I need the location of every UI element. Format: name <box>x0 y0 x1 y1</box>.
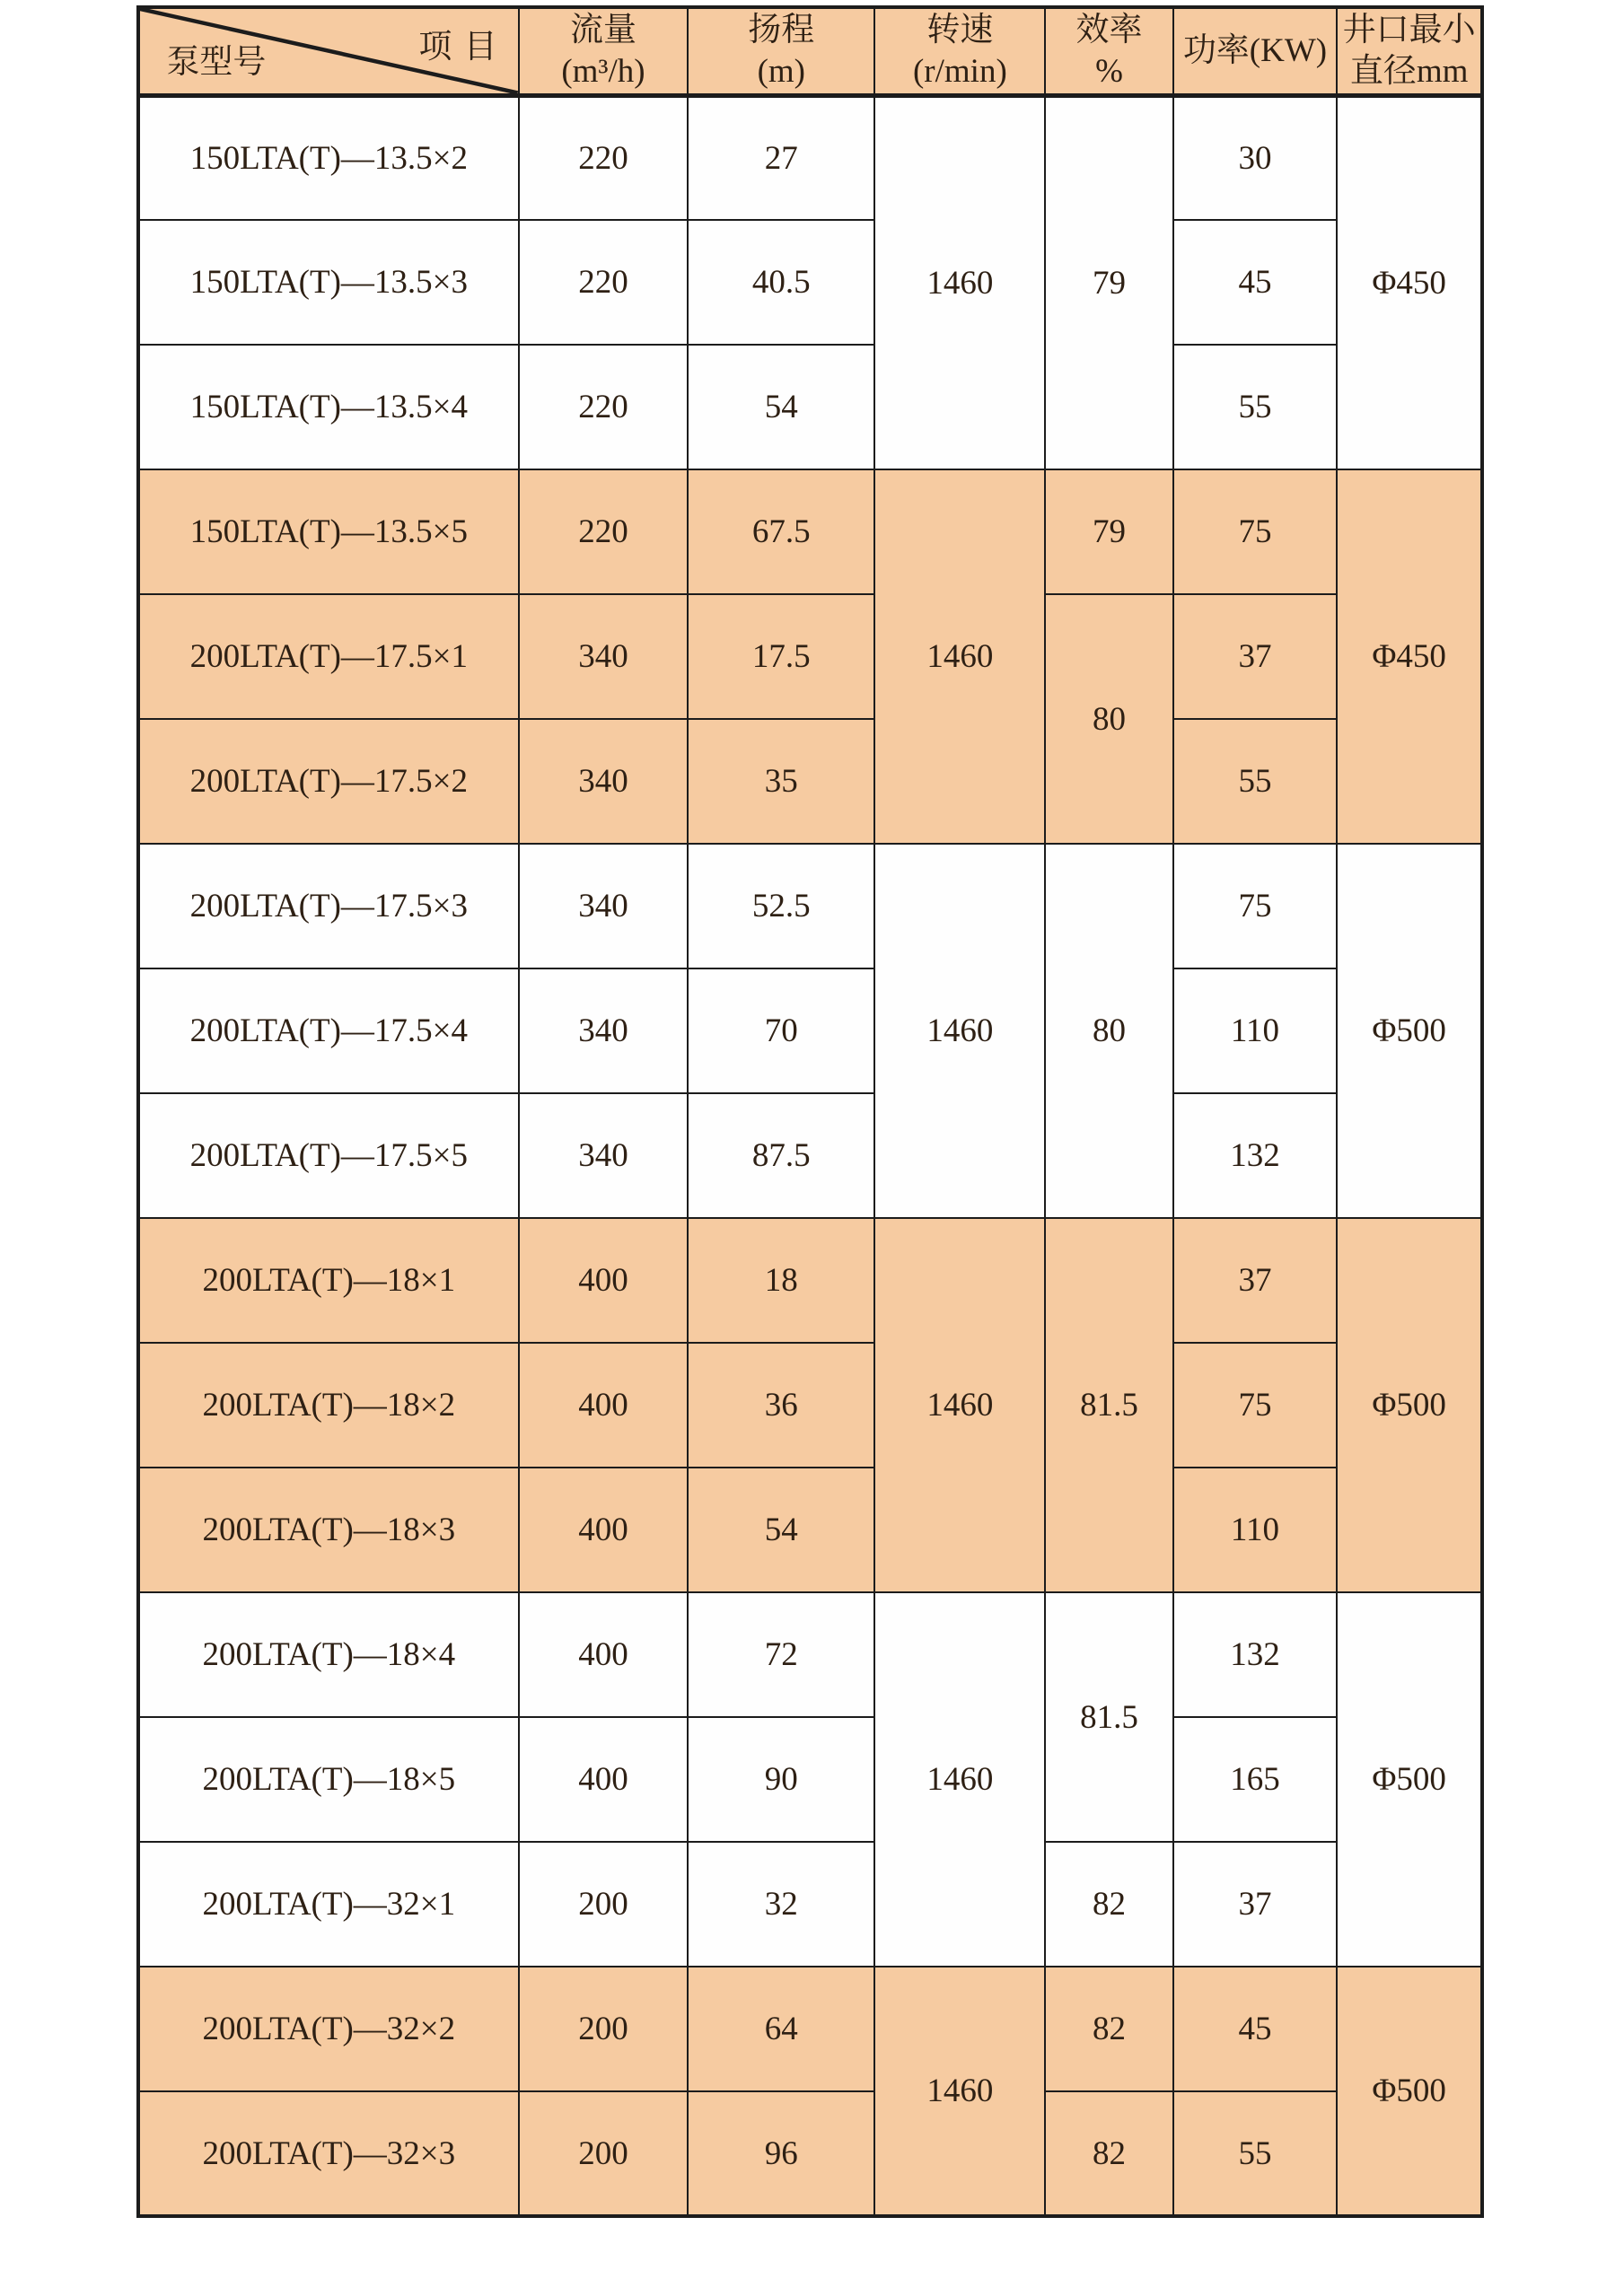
table-row <box>138 345 1482 469</box>
table-row <box>138 1093 1482 1218</box>
table-row <box>138 1717 1482 1842</box>
cell-well-diameter: Φ500 <box>1337 1218 1482 1592</box>
cell-flow: 340 <box>519 719 689 844</box>
cell-flow: 220 <box>519 220 689 345</box>
cell-head: 32 <box>688 1842 874 1967</box>
table-row <box>138 1218 1482 1343</box>
table-row <box>138 220 1482 345</box>
cell-model: 200LTA(T)—17.5×2 <box>138 719 519 844</box>
table-row <box>138 1592 1482 1717</box>
cell-head: 36 <box>688 1343 874 1468</box>
cell-head: 54 <box>688 345 874 469</box>
cell-efficiency: 79 <box>1045 469 1172 594</box>
col-header-speed-unit: (r/min) <box>912 52 1007 90</box>
col-header-well-unit: 直径mm <box>1349 52 1469 90</box>
corner-bottom-label: 泵型号 <box>166 44 267 82</box>
col-header-speed <box>874 7 1045 95</box>
cell-efficiency: 81.5 <box>1045 1218 1172 1592</box>
table-row <box>138 1967 1482 2091</box>
col-header-efficiency <box>1045 7 1172 95</box>
cell-model: 200LTA(T)—17.5×5 <box>138 1093 519 1218</box>
cell-speed: 1460 <box>874 469 1045 844</box>
cell-head: 96 <box>688 2091 874 2216</box>
cell-model: 150LTA(T)—13.5×3 <box>138 220 519 345</box>
cell-head: 40.5 <box>688 220 874 345</box>
cell-power: 55 <box>1173 719 1338 844</box>
cell-model: 200LTA(T)—18×4 <box>138 1592 519 1717</box>
cell-power: 165 <box>1173 1717 1338 1842</box>
cell-power: 75 <box>1173 469 1338 594</box>
cell-speed: 1460 <box>874 1967 1045 2216</box>
cell-head: 64 <box>688 1967 874 2091</box>
cell-flow: 220 <box>519 469 689 594</box>
cell-efficiency: 80 <box>1045 594 1172 844</box>
cell-power: 37 <box>1173 594 1338 719</box>
cell-model: 150LTA(T)—13.5×5 <box>138 469 519 594</box>
cell-model: 200LTA(T)—32×2 <box>138 1967 519 2091</box>
cell-flow: 340 <box>519 1093 689 1218</box>
cell-well-diameter: Φ450 <box>1337 95 1482 469</box>
cell-flow: 340 <box>519 594 689 719</box>
cell-flow: 400 <box>519 1592 689 1717</box>
cell-flow: 340 <box>519 844 689 968</box>
table-row <box>138 968 1482 1093</box>
cell-model: 200LTA(T)—17.5×3 <box>138 844 519 968</box>
cell-efficiency: 81.5 <box>1045 1592 1172 1842</box>
cell-power: 45 <box>1173 220 1338 345</box>
cell-speed: 1460 <box>874 1592 1045 1967</box>
cell-model: 200LTA(T)—18×2 <box>138 1343 519 1468</box>
table-row <box>138 1842 1482 1967</box>
cell-flow: 400 <box>519 1468 689 1592</box>
col-header-well-label: 井口最小 <box>1342 11 1476 48</box>
table-row <box>138 95 1482 220</box>
cell-model: 150LTA(T)—13.5×2 <box>138 95 519 220</box>
table-row <box>138 719 1482 844</box>
col-header-power-label: 功率(KW) <box>1182 31 1328 69</box>
cell-power: 132 <box>1173 1592 1338 1717</box>
cell-well-diameter: Φ500 <box>1337 1592 1482 1967</box>
cell-power: 75 <box>1173 1343 1338 1468</box>
col-header-well-diameter <box>1337 7 1482 95</box>
cell-flow: 200 <box>519 2091 689 2216</box>
cell-head: 90 <box>688 1717 874 1842</box>
table-row <box>138 2091 1482 2216</box>
table-row <box>138 844 1482 968</box>
cell-efficiency: 82 <box>1045 1967 1172 2091</box>
cell-flow: 200 <box>519 1842 689 1967</box>
cell-model: 200LTA(T)—18×3 <box>138 1468 519 1592</box>
cell-power: 37 <box>1173 1842 1338 1967</box>
cell-well-diameter: Φ450 <box>1337 469 1482 844</box>
cell-power: 110 <box>1173 968 1338 1093</box>
cell-head: 67.5 <box>688 469 874 594</box>
cell-head: 35 <box>688 719 874 844</box>
cell-model: 200LTA(T)—32×3 <box>138 2091 519 2216</box>
cell-power: 55 <box>1173 345 1338 469</box>
cell-power: 37 <box>1173 1218 1338 1343</box>
cell-power: 110 <box>1173 1468 1338 1592</box>
col-header-head-unit: (m) <box>757 52 806 90</box>
cell-head: 72 <box>688 1592 874 1717</box>
cell-flow: 220 <box>519 345 689 469</box>
cell-head: 70 <box>688 968 874 1093</box>
col-header-flow <box>519 7 689 95</box>
cell-power: 45 <box>1173 1967 1338 2091</box>
col-header-power <box>1173 7 1338 95</box>
col-header-speed-label: 转速 <box>926 11 994 48</box>
cell-flow: 400 <box>519 1717 689 1842</box>
cell-flow: 400 <box>519 1343 689 1468</box>
col-header-flow-label: 流量 <box>569 11 636 48</box>
cell-head: 52.5 <box>688 844 874 968</box>
cell-speed: 1460 <box>874 95 1045 469</box>
cell-model: 150LTA(T)—13.5×4 <box>138 345 519 469</box>
pump-spec-table <box>136 5 1484 2218</box>
cell-model: 200LTA(T)—17.5×4 <box>138 968 519 1093</box>
cell-efficiency: 82 <box>1045 2091 1172 2216</box>
col-header-head-label: 扬程 <box>748 11 815 48</box>
col-header-flow-unit: (m³/h) <box>561 52 645 90</box>
cell-speed: 1460 <box>874 1218 1045 1592</box>
cell-flow: 400 <box>519 1218 689 1343</box>
col-header-efficiency-unit: % <box>1095 52 1123 90</box>
cell-speed: 1460 <box>874 844 1045 1218</box>
cell-head: 27 <box>688 95 874 220</box>
cell-model: 200LTA(T)—17.5×1 <box>138 594 519 719</box>
cell-efficiency: 79 <box>1045 95 1172 469</box>
table-row <box>138 1468 1482 1592</box>
cell-head: 54 <box>688 1468 874 1592</box>
corner-header-cell <box>138 7 519 95</box>
col-header-head <box>688 7 874 95</box>
cell-power: 132 <box>1173 1093 1338 1218</box>
cell-model: 200LTA(T)—18×5 <box>138 1717 519 1842</box>
cell-model: 200LTA(T)—18×1 <box>138 1218 519 1343</box>
cell-head: 87.5 <box>688 1093 874 1218</box>
table-row <box>138 594 1482 719</box>
cell-well-diameter: Φ500 <box>1337 1967 1482 2216</box>
corner-top-label: 项 目 <box>418 29 499 66</box>
cell-efficiency: 80 <box>1045 844 1172 1218</box>
cell-power: 30 <box>1173 95 1338 220</box>
cell-flow: 340 <box>519 968 689 1093</box>
table-row <box>138 469 1482 594</box>
cell-head: 17.5 <box>688 594 874 719</box>
cell-efficiency: 82 <box>1045 1842 1172 1967</box>
table-row <box>138 1343 1482 1468</box>
cell-head: 18 <box>688 1218 874 1343</box>
col-header-efficiency-label: 效率 <box>1075 11 1143 48</box>
cell-well-diameter: Φ500 <box>1337 844 1482 1218</box>
cell-flow: 200 <box>519 1967 689 2091</box>
header-row <box>138 7 1482 95</box>
cell-power: 55 <box>1173 2091 1338 2216</box>
cell-model: 200LTA(T)—32×1 <box>138 1842 519 1967</box>
cell-power: 75 <box>1173 844 1338 968</box>
cell-flow: 220 <box>519 95 689 220</box>
